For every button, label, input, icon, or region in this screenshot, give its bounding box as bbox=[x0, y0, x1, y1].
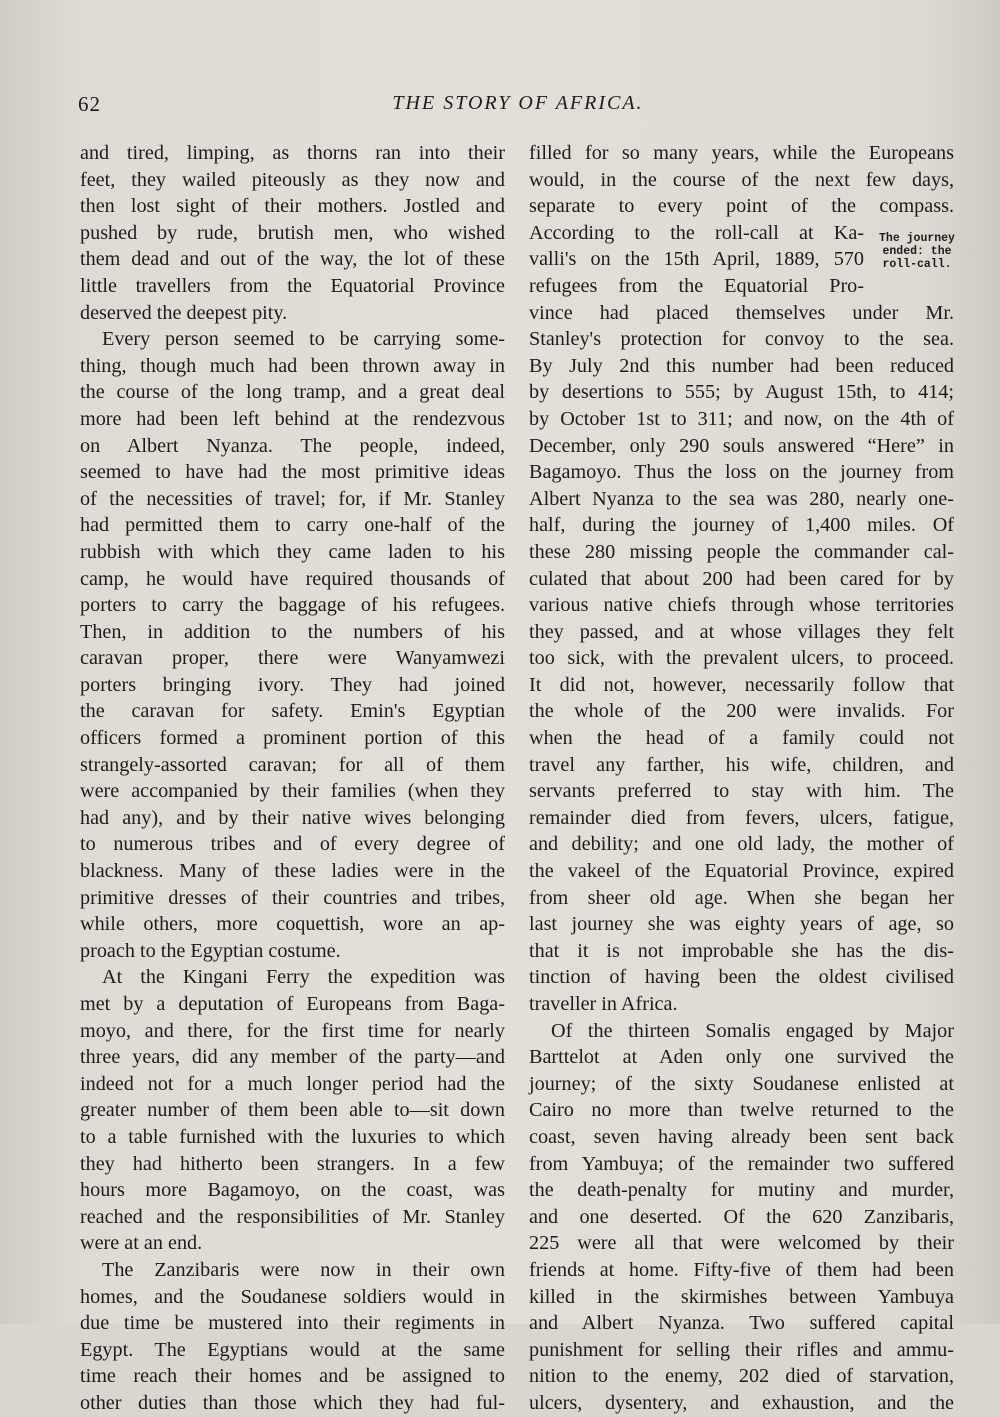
text-line: friends at home. Fifty-five of them had been bbox=[529, 1258, 954, 1281]
text-line: indeed not for a much longer period had the bbox=[80, 1072, 505, 1095]
running-title: THE STORY OF AFRICA. bbox=[392, 92, 644, 114]
text-line: greater number of them been able to—sit down bbox=[80, 1099, 505, 1122]
text-line: they had hitherto been strangers. In a few bbox=[80, 1152, 505, 1175]
text-line: remainder died from fevers, ulcers, fatigue, bbox=[529, 806, 954, 829]
text-line: other duties than those which they had ful- bbox=[80, 1391, 505, 1414]
text-line: ulcers, dysentery, and exhaustion, and the bbox=[529, 1391, 954, 1414]
text-line: thing, though much had been thrown away in bbox=[80, 354, 505, 377]
text-line: time reach their homes and be assigned to bbox=[80, 1365, 505, 1388]
text-line: rubbish with which they came laden to his bbox=[80, 540, 505, 563]
text-line: culated that about 200 had been cared for by bbox=[529, 567, 954, 590]
text-line: on Albert Nyanza. The people, indeed, bbox=[80, 434, 505, 457]
text-line: filled for so many years, while the Europeans bbox=[529, 142, 954, 164]
text-line: the caravan for safety. Emin's Egyptian bbox=[80, 700, 505, 723]
text-line: had permitted them to carry one-half of the bbox=[80, 514, 505, 537]
text-line: vince had placed themselves under Mr. bbox=[529, 301, 954, 324]
text-line: killed in the skirmishes between Yambuya bbox=[529, 1285, 954, 1308]
margin-note bbox=[872, 232, 962, 271]
text-line: servants preferred to stay with him. The bbox=[529, 780, 954, 803]
text-line: more had been left behind at the rendezvous bbox=[80, 407, 505, 430]
text-line: Barttelot at Aden only one survived the bbox=[529, 1046, 954, 1069]
text-line: Cairo no more than twelve returned to the bbox=[529, 1099, 954, 1122]
text-line: had any), and by their native wives belonging bbox=[80, 806, 505, 829]
text-line: blackness. Many of these ladies were in the bbox=[80, 860, 505, 883]
text-line: porters to carry the baggage of his refugees. bbox=[80, 594, 505, 617]
text-line: primitive dresses of their countries and tribes, bbox=[80, 886, 505, 909]
text-line: to a table furnished with the luxuries to which bbox=[80, 1125, 505, 1148]
margin-note-line: The journey bbox=[879, 232, 955, 245]
text-line: Albert Nyanza to the sea was 280, nearly one- bbox=[529, 487, 954, 510]
text-line: caravan proper, there were Wanyamwezi bbox=[80, 647, 505, 670]
text-line: to numerous tribes and of every degree of bbox=[80, 833, 505, 856]
text-line: porters bringing ivory. They had joined bbox=[80, 673, 505, 696]
text-line: them dead and out of the way, the lot of these bbox=[80, 248, 505, 271]
text-line: while others, more coquettish, wore an ap- bbox=[80, 913, 505, 936]
text-line: the death-penalty for mutiny and murder, bbox=[529, 1179, 954, 1202]
text-line: December, only 290 souls answered “Here” in bbox=[529, 434, 954, 457]
text-line: these 280 missing people the commander cal- bbox=[529, 540, 954, 563]
text-line: pushed by rude, brutish men, who wished bbox=[80, 221, 505, 244]
text-line: 225 were all that were welcomed by their bbox=[529, 1232, 954, 1255]
text-line: homes, and the Soudanese soldiers would in bbox=[80, 1285, 505, 1308]
text-line: travel any farther, his wife, children, and bbox=[529, 753, 954, 776]
text-line: Egypt. The Egyptians would at the same bbox=[80, 1338, 505, 1361]
text-line: met by a deputation of Europeans from Baga- bbox=[80, 993, 505, 1015]
left-column bbox=[80, 140, 505, 1417]
text-line: from sheer old age. When she began her bbox=[529, 886, 954, 909]
text-line: According to the roll-call at Ka- bbox=[529, 221, 864, 244]
text-line: camp, he would have required thousands of bbox=[80, 567, 505, 590]
text-line: were at an end. bbox=[80, 1232, 203, 1255]
text-line: seemed to have had the most primitive ideas bbox=[80, 461, 505, 484]
text-line: separate to every point of the compass. bbox=[529, 195, 954, 218]
text-line: By July 2nd this number had been reduced bbox=[529, 354, 954, 377]
text-line: Bagamoyo. Thus the loss on the journey from bbox=[529, 461, 954, 484]
text-line: little travellers from the Equatorial Province bbox=[80, 274, 505, 297]
text-line: feet, they wailed piteously as they now and bbox=[80, 168, 505, 191]
margin-note-line: roll-call. bbox=[882, 258, 952, 271]
text-line: were accompanied by their families (when they bbox=[80, 780, 505, 803]
text-line: from Yambuya; of the remainder two suffered bbox=[529, 1152, 954, 1175]
text-line: and tired, limping, as thorns ran into their bbox=[80, 142, 505, 164]
text-line: journey; of the sixty Soudanese enlisted at bbox=[529, 1072, 954, 1095]
text-line: that it is not improbable she has the dis- bbox=[529, 939, 954, 962]
text-line: hours more Bagamoyo, on the coast, was bbox=[80, 1179, 505, 1202]
text-line: moyo, and there, for the first time for nearly bbox=[80, 1019, 505, 1042]
text-line: and debility; and one old lady, the mother of bbox=[529, 833, 954, 856]
text-line: It did not, however, necessarily follow that bbox=[529, 673, 954, 696]
text-line: Stanley's protection for convoy to the sea. bbox=[529, 328, 954, 351]
text-line: three years, did any member of the party—and bbox=[80, 1046, 505, 1069]
text-line: various native chiefs through whose territories bbox=[529, 594, 954, 617]
text-line: then lost sight of their mothers. Jostled and bbox=[80, 195, 505, 218]
text-line: would, in the course of the next few days, bbox=[529, 168, 954, 191]
text-line: strangely-assorted caravan; for all of them bbox=[80, 753, 505, 776]
text-line: due time be mustered into their regiments in bbox=[80, 1312, 505, 1335]
margin-note-line: ended: the bbox=[882, 245, 952, 258]
text-line: half, during the journey of 1,400 miles. Of bbox=[529, 514, 954, 537]
text-line: punishment for selling their rifles and ammu- bbox=[529, 1338, 954, 1361]
text-line: reached and the responsibilities of Mr. Stanley bbox=[80, 1205, 505, 1228]
text-line: and one deserted. Of the 620 Zanzibaris, bbox=[529, 1205, 954, 1228]
text-line: they passed, and at whose villages they felt bbox=[529, 620, 954, 643]
text-line: Of the thirteen Somalis engaged by Major bbox=[551, 1019, 954, 1042]
text-line: the course of the long tramp, and a great deal bbox=[80, 381, 505, 404]
text-line: traveller in Africa. bbox=[529, 993, 678, 1015]
text-line: coast, seven having already been sent back bbox=[529, 1125, 954, 1148]
text-line: refugees from the Equatorial Pro- bbox=[529, 274, 864, 297]
text-line: valli's on the 15th April, 1889, 570 bbox=[529, 248, 864, 271]
text-line: of the necessities of travel; for, if Mr. Stanley bbox=[80, 487, 505, 510]
text-line: and Albert Nyanza. Two suffered capital bbox=[529, 1312, 954, 1335]
right-column bbox=[529, 140, 954, 1417]
page-header bbox=[78, 92, 958, 122]
text-line: tinction of having been the oldest civilised bbox=[529, 966, 954, 989]
text-line: The Zanzibaris were now in their own bbox=[102, 1258, 505, 1281]
text-line: At the Kingani Ferry the expedition was bbox=[102, 966, 505, 989]
text-line: the vakeel of the Equatorial Province, expired bbox=[529, 860, 954, 883]
text-line: when the head of a family could not bbox=[529, 727, 954, 750]
text-line: too sick, with the prevalent ulcers, to proceed. bbox=[529, 647, 954, 670]
text-line: by October 1st to 311; and now, on the 4th of bbox=[529, 407, 954, 430]
text-line: proach to the Egyptian costume. bbox=[80, 939, 341, 962]
text-line: last journey she was eighty years of age, so bbox=[529, 913, 954, 936]
text-line: the whole of the 200 were invalids. For bbox=[529, 700, 954, 723]
text-line: Every person seemed to be carrying some- bbox=[102, 328, 505, 351]
text-line: deserved the deepest pity. bbox=[80, 301, 288, 324]
text-line: Then, in addition to the numbers of his bbox=[80, 620, 505, 643]
page-number: 62 bbox=[78, 92, 101, 116]
text-line: by desertions to 555; by August 15th, to 414; bbox=[529, 381, 954, 404]
text-line: nition to the enemy, 202 died of starvation, bbox=[529, 1365, 954, 1388]
text-line: officers formed a prominent portion of this bbox=[80, 727, 505, 750]
